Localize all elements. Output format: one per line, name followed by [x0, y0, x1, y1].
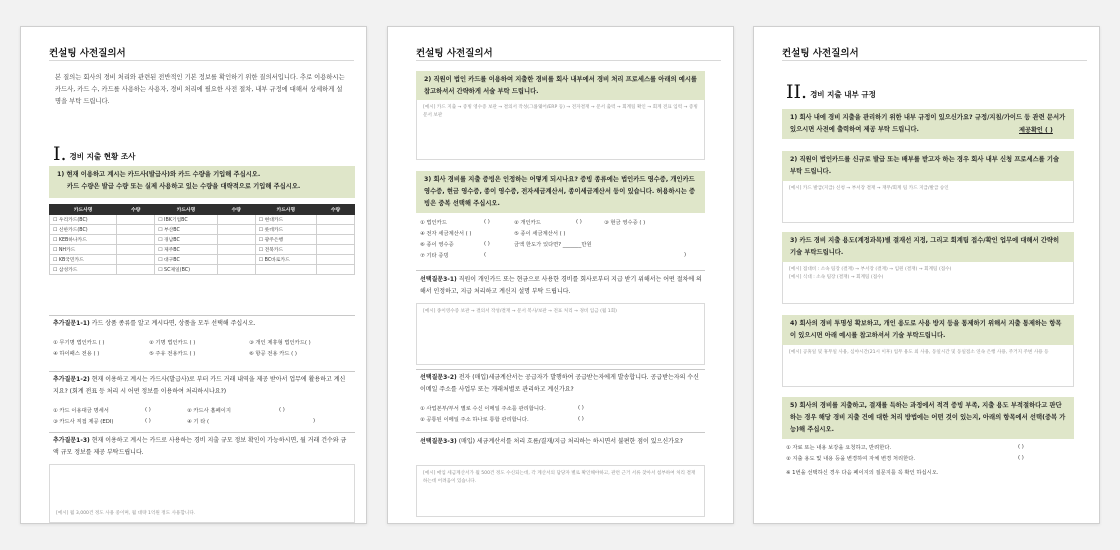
option-item[interactable]: ② 개인카드 — [514, 219, 541, 226]
option-item[interactable]: 금액 한도가 있다면? _______만원 — [514, 241, 592, 248]
selection-question — [420, 372, 702, 396]
quantity-cell[interactable] — [117, 245, 155, 255]
quantity-cell[interactable] — [217, 255, 255, 265]
option-mark[interactable]: ( ) — [1018, 443, 1024, 450]
section-divider — [416, 369, 705, 370]
table-row — [50, 245, 355, 255]
document-page-1 — [20, 26, 367, 524]
quantity-cell[interactable] — [117, 255, 155, 265]
card-name-cell[interactable]: ☐ 우리카드(BC) — [50, 215, 117, 225]
table-row — [50, 215, 355, 225]
question-header: 2) 직원이 법인 카드를 이용하여 지출한 경비를 회사 내부에서 경비 처리 프로세스를 아래의 예시를 참고하셔서 간략하게 서술 부탁 드립니다. — [416, 71, 705, 100]
table-header: 수량 — [317, 205, 355, 215]
table-header: 수량 — [117, 205, 155, 215]
table-header: 카드사명 — [155, 205, 218, 215]
title-divider — [416, 60, 721, 61]
question-text: 현재 이용하고 계시는 카드로 사용하는 경비 지출 규모 정보 확인이 가능하시면, 월 거래 건수와 금액 규모 정보를 제공 부탁드립니다. — [53, 437, 347, 456]
option-item[interactable]: ④ 하이패스 전용 ( ) — [53, 350, 100, 357]
option-item[interactable]: ⑤ 주유 전용카드 ( ) — [149, 350, 196, 357]
quantity-cell[interactable] — [317, 265, 355, 275]
option-item[interactable]: ⑦ 기타 증빙 — [420, 252, 449, 259]
additional-question — [53, 318, 351, 330]
answer-box[interactable] — [782, 181, 1074, 223]
footnote: ※ 1번을 선택하신 경우 다음 페이지의 질문지를 꼭 확인 하십시오. — [786, 470, 939, 476]
option-item[interactable]: ① 카드 이용대금 명세서 — [53, 407, 109, 414]
card-name-cell[interactable]: ☐ KB국민카드 — [50, 255, 117, 265]
table-row — [50, 225, 355, 235]
option-item[interactable]: ⑤ 종이 세금계산서 ( ) — [514, 230, 566, 237]
quantity-cell[interactable] — [317, 235, 355, 245]
quantity-cell[interactable] — [117, 225, 155, 235]
option-item[interactable]: ② 공통된 이메일 주소 하나로 통합 관리합니다. — [420, 416, 529, 423]
card-name-cell[interactable]: ☐ 삼성카드 — [50, 265, 117, 275]
option-item[interactable]: ③ 카드사 직접 제공 (EDI) — [53, 418, 114, 425]
question-header: 1) 회사 내에 경비 지출을 관리하기 위한 내부 규정이 있으신가요? 규정/지침/가이드 등 관련 문서가 있으시면 사전에 출력하여 제공 부탁 드립니다. — [782, 109, 1074, 139]
table-header: 수량 — [217, 205, 255, 215]
quantity-cell[interactable] — [217, 245, 255, 255]
question-label: 추가질문1-1) — [53, 320, 90, 327]
option-item[interactable]: ④ 기 타 ( — [187, 418, 210, 425]
selection-question — [420, 436, 702, 448]
question-text: 현재 이용하고 계시는 카드사(발급사)로 부터 카드 거래 내역을 제공 받아서 업무에 활용하고 계신지요? (회계 전표 등 처리 시 어떤 정보를 이용하여 처리하시나요?) — [53, 376, 346, 395]
table-row — [50, 235, 355, 245]
option-group — [53, 336, 353, 358]
document-page-2 — [387, 26, 734, 524]
question-header: 3) 회사 경비를 지출 증빙은 인정하는 어떻게 되시나요? 증빙 종류에는 법인카드 영수증, 개인카드 영수증, 현금 영수증, 종이 영수증, 전자세금계산서, 종이세금계산서 등이 있습니다. 허용하시는 증빙은 중복 선택해 주십시오. — [416, 171, 705, 213]
title-divider — [49, 60, 354, 61]
answer-example: [예시] 카드 지출 → 증빙 영수증 보관 → 결의서 작성(그룹웨어/ERP 등) → 전자결재 → 문서 출력 → 회계팀 확인 → 회계 전표 입력 → 증빙 문서 보관 — [423, 105, 698, 118]
option-mark[interactable]: ( ) — [578, 404, 584, 411]
answer-box[interactable] — [416, 465, 705, 517]
table-row — [50, 265, 355, 275]
answer-example: [예시] 카드 발급(지급) 신청 → 부서장 결재 → 재무/회계 팀 카드 지급/발급 승인 — [789, 186, 949, 191]
table-row — [50, 255, 355, 265]
card-name-cell[interactable]: ☐ KEB하나카드 — [50, 235, 117, 245]
table-header: 카드사명 — [255, 205, 316, 215]
card-name-cell[interactable]: ☐ 신한카드(BC) — [50, 225, 117, 235]
option-mark[interactable]: ( ) — [279, 406, 285, 413]
card-name-cell[interactable]: ☐ 경남BC — [155, 235, 218, 245]
section-numeral: II. — [786, 81, 808, 103]
question-text: 직원이 개인카드 또는 현금으로 사용한 경비를 회사로부터 지급 받기 위해서는 어떤 절차에 의해서 인정하고, 지급 처리하고 계신지 설명 부탁 드립니다. — [420, 276, 702, 295]
card-name-cell[interactable]: ☐ 전북카드 — [255, 245, 316, 255]
additional-question — [53, 435, 351, 459]
quantity-cell[interactable] — [117, 235, 155, 245]
quantity-cell[interactable] — [117, 265, 155, 275]
card-name-cell[interactable]: ☐ 롯데카드 — [255, 225, 316, 235]
page-title: 컨설팅 사전질의서 — [416, 48, 493, 59]
answer-example: [예시] 매입 세금계산서가 월 500건 정도 수신되는데, 각 계산서의 담당자 별로 확인해야하고, 관련 근거 서류 찾아서 첨부하여 처리 결재하는데 어려움이 있습니다. — [423, 471, 696, 484]
section-divider — [416, 270, 705, 271]
section-divider — [49, 371, 355, 372]
card-issuer-table — [49, 204, 355, 275]
section-divider — [49, 315, 355, 316]
option-mark[interactable]: ( — [484, 251, 487, 258]
option-mark[interactable]: ( ) — [484, 240, 490, 247]
option-group — [420, 402, 705, 424]
question-line: 카드 수량은 발급 수량 또는 실제 사용하고 있는 수량을 대략적으로 기입해 주십시오. — [67, 183, 301, 190]
card-name-cell[interactable]: ☐ 부산BC — [155, 225, 218, 235]
option-item[interactable]: ① 사업본부/부서 별로 수신 이메일 주소를 관리합니다. — [420, 405, 546, 412]
document-page-3 — [753, 26, 1100, 524]
answer-example: [예시] 월 3,000건 정도 사용 중이며, 월 대략 1억원 정도 사용합니다. — [56, 511, 196, 516]
answer-example: [예시] 종이영수증 보관 → 결의서 작성/결재 → 문서 복사/보관 → 전표 처리 → 경비 입금 (월 1회) — [423, 309, 617, 314]
question-header — [49, 166, 355, 198]
card-name-cell[interactable]: ☐ SC제일(BC) — [155, 265, 218, 275]
answer-example: [예시] 식대 : 소속 팀장 (결재) → 회계팀 (접수) — [789, 275, 884, 280]
quantity-cell[interactable] — [317, 255, 355, 265]
answer-example: [예시] 공휴일 및 휴무일 사용, 심야시간(21시 이후) 업무 용도 외 사용, 동일시간 및 동일점소 연속 은행 사용, 주거지 주변 사용 등 — [789, 350, 1049, 355]
question-label: 선택질문3-3) — [420, 438, 457, 445]
option-mark[interactable]: ( ) — [576, 218, 582, 225]
title-divider — [782, 60, 1087, 61]
question-header: 3) 카드 경비 지출 용도(계정과목)별 결재선 지정, 그리고 회계팀 접수/확인 업무에 대해서 간략히 기술 부탁드립니다. — [782, 232, 1074, 262]
quantity-cell[interactable] — [317, 215, 355, 225]
provide-confirm[interactable]: 제공확인 ( ) — [1019, 127, 1053, 134]
answer-box[interactable] — [782, 345, 1074, 387]
quantity-cell[interactable] — [217, 235, 255, 245]
quantity-cell[interactable] — [217, 215, 255, 225]
question-text: 전자 (매입)세금계산서는 공급자가 발행하여 공급받는자에게 발송합니다. 공급받는자의 수신 이메일 주소를 사업부 또는 개래처별로 관리하고 계신가요? — [420, 374, 699, 393]
card-name-cell[interactable]: ☐ 제주BC — [155, 245, 218, 255]
option-item[interactable]: ⑥ 항공 전용 카드 ( ) — [249, 350, 298, 357]
card-name-cell[interactable]: ☐ 대구BC — [155, 255, 218, 265]
card-name-cell[interactable]: ☐ 현대카드 — [255, 215, 316, 225]
answer-example: [예시] 접대비 : 소속 팀장 (결재) → 부서장 (결재) → 임원 (결재) → 회계팀 (접수) — [789, 267, 952, 272]
card-name-cell[interactable]: ☐ NH카드 — [50, 245, 117, 255]
card-name-cell[interactable]: ☐ IBK기업BC — [155, 215, 218, 225]
page-title: 컨설팅 사전질의서 — [49, 48, 126, 59]
answer-box[interactable] — [782, 262, 1074, 304]
quantity-cell[interactable] — [117, 215, 155, 225]
section-divider — [49, 432, 355, 433]
option-item[interactable]: ⑥ 종이 영수증 — [420, 241, 454, 248]
section-title: 경비 지출 내부 규정 — [810, 90, 876, 99]
quantity-cell[interactable] — [317, 225, 355, 235]
section-heading — [786, 83, 876, 101]
question-label: 선택질문3-2) — [420, 374, 457, 381]
option-group — [786, 441, 1072, 463]
section-numeral: I. — [53, 143, 67, 165]
option-item[interactable]: ④ 전자 세금계산서 ( ) — [420, 230, 472, 237]
intro-paragraph: 본 질의는 회사의 경비 처리와 관련된 전반적인 기본 정보를 확인하기 위한 질의서입니다. 추로 이용하시는 카드사, 카드 수, 카드를 사용하는 사용자, 경비 처리에 필요한 사전 절차, 내부 규정에 대해서 상세하게 설명을 부탁 드립니다. — [55, 74, 345, 105]
answer-box[interactable] — [416, 303, 705, 365]
card-name-cell[interactable]: ☐ 광주은행 — [255, 235, 316, 245]
question-header: 5) 회사의 경비를 지출하고, 결재를 득하는 과정에서 적격 증빙 부족, 지출 용도 부적절하다고 판단하는 경우 해당 경비 지출 건에 대한 처리 방법에는 어떤 것이 있는지, 아래의 항목에서 선택(중복 가능)해 주십시오. — [782, 397, 1074, 439]
additional-question — [53, 374, 351, 398]
option-item[interactable]: ② 지출 용도 및 내용 등을 변경하여 자체 변경 처리한다. — [786, 455, 916, 462]
question-header: 2) 직원이 법인카드를 신규로 발급 또는 배부를 받고자 하는 경우 회사 내부 신청 프로세스를 기술 부탁 드립니다. — [782, 151, 1074, 181]
option-item[interactable]: ② 기명 법인카드 ( ) — [149, 339, 196, 346]
option-group — [53, 404, 353, 426]
option-item[interactable]: ③ 개인 제휴형 법인카드( ) — [249, 339, 311, 346]
option-item[interactable]: ① 법인카드 — [420, 219, 447, 226]
option-item[interactable]: ① 자료 또는 내용 보강을 요청하고, 반려한다. — [786, 444, 892, 451]
section-title: 경비 지출 현황 조사 — [69, 152, 136, 161]
option-mark[interactable]: ( ) — [578, 415, 584, 422]
section-divider — [416, 432, 705, 433]
question-header: 4) 회사의 경비 투명성 확보하고, 개인 용도로 사용 방지 등을 통제하기 위해서 지출 통제하는 항목이 있으시면 아래 예시를 참고하셔서 기술 부탁드립니다. — [782, 315, 1074, 345]
card-name-cell[interactable] — [255, 265, 316, 275]
quantity-cell[interactable] — [217, 265, 255, 275]
option-mark[interactable]: ) — [684, 251, 687, 258]
option-mark[interactable]: ( ) — [145, 417, 151, 424]
question-label: 선택질문3-1) — [420, 276, 457, 283]
option-item[interactable]: ① 무기명 법인카드 ( ) — [53, 339, 105, 346]
question-line: 1) 현재 이용하고 계시는 카드사(발급사)와 카드 수량을 기입해 주십시오. — [57, 171, 261, 178]
section-heading — [53, 145, 135, 163]
option-mark[interactable]: ) — [313, 417, 316, 424]
option-mark[interactable]: ( ) — [145, 406, 151, 413]
table-header: 카드사명 — [50, 205, 117, 215]
question-label: 추가질문1-3) — [53, 437, 90, 444]
quantity-cell[interactable] — [217, 225, 255, 235]
question-label: 추가질문1-2) — [53, 376, 90, 383]
question-text: 카드 상품 종류를 알고 계시다면, 상품을 모두 선택해 주십시오. — [89, 320, 256, 327]
card-name-cell[interactable]: ☐ BC바로카드 — [255, 255, 316, 265]
answer-box[interactable] — [416, 100, 705, 160]
option-mark[interactable]: ( ) — [1018, 454, 1024, 461]
option-mark[interactable]: ( ) — [484, 218, 490, 225]
option-item[interactable]: ③ 현금 영수증 ( ) — [604, 219, 646, 226]
selection-question — [420, 274, 702, 298]
answer-box[interactable] — [49, 464, 355, 523]
option-group — [420, 216, 705, 260]
quantity-cell[interactable] — [317, 245, 355, 255]
page-title: 컨설팅 사전질의서 — [782, 48, 859, 59]
option-item[interactable]: ② 카드사 홈페이지 — [187, 407, 231, 414]
question-text: (매입) 세금계산서를 처리 흐름/결재/지급 처리하는 하시면서 불편한 점이 있으신가요? — [456, 438, 683, 445]
